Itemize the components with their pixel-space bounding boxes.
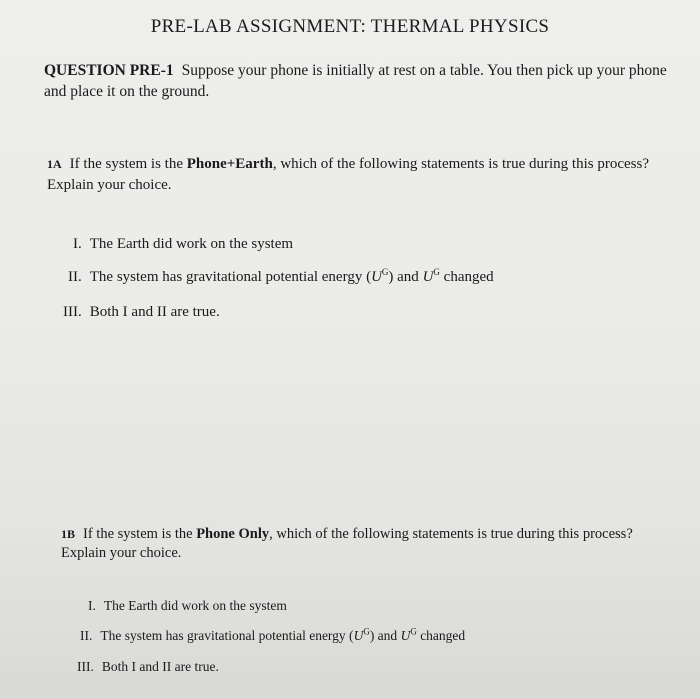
symbol-u: U xyxy=(422,269,434,285)
part-1b-option-1 xyxy=(88,598,287,614)
part-1a-option-2 xyxy=(68,269,494,286)
symbol-u: U xyxy=(400,628,411,643)
option-number: I. xyxy=(88,598,96,613)
question-text: Suppose your phone is initially at rest on a table. You then pick up your phone and place it on the ground. xyxy=(44,62,667,100)
part-1b-option-3 xyxy=(77,659,219,675)
option-text: Both I and II are true. xyxy=(101,659,219,674)
page-title: PRE-LAB ASSIGNMENT: THERMAL PHYSICS xyxy=(150,16,550,37)
part-1a-system: Phone+Earth xyxy=(186,156,273,172)
part-1a-label: 1A xyxy=(47,157,62,171)
part-1a-option-1 xyxy=(73,236,293,253)
option-text-post: changed xyxy=(416,628,466,643)
part-1b-prompt xyxy=(61,525,661,563)
part-1b-system: Phone Only xyxy=(196,526,270,542)
part-1a-text-pre: If the system is the xyxy=(69,156,187,172)
option-text-post: changed xyxy=(439,269,494,285)
option-text: The Earth did work on the system xyxy=(89,236,294,252)
option-number: II. xyxy=(80,628,93,643)
option-number: III. xyxy=(77,659,94,674)
question-pre-1 xyxy=(44,60,674,102)
option-text-pre: The system has gravitational potential energy ( xyxy=(89,269,372,285)
symbol-sup: G xyxy=(410,626,417,637)
symbol-u: U xyxy=(371,269,382,285)
symbol-sup: G xyxy=(433,267,440,277)
symbol-u: U xyxy=(353,628,364,643)
option-text: The Earth did work on the system xyxy=(103,598,287,613)
part-1a-option-3 xyxy=(63,304,220,321)
symbol-sup: G xyxy=(363,626,370,637)
option-text-mid: ) and xyxy=(369,628,401,643)
option-text-mid: ) and xyxy=(388,269,423,285)
option-text-pre: The system has gravitational potential energy ( xyxy=(100,628,354,643)
part-1b-label: 1B xyxy=(61,527,76,541)
symbol-sup: G xyxy=(381,267,389,277)
option-text: Both I and II are true. xyxy=(89,304,220,320)
option-number: III. xyxy=(63,304,82,320)
part-1b-option-2 xyxy=(80,628,465,644)
option-number: II. xyxy=(68,269,82,285)
part-1b-text-pre: If the system is the xyxy=(83,526,197,542)
part-1b-text-post: , which of the following statements is true during this process? Explain your choice. xyxy=(61,526,633,561)
option-number: I. xyxy=(73,236,82,252)
question-label: QUESTION PRE-1 xyxy=(44,62,174,79)
part-1a-prompt xyxy=(47,154,667,196)
part-1a-text-post: , which of the following statements is true during this process? Explain your choice. xyxy=(47,156,649,193)
